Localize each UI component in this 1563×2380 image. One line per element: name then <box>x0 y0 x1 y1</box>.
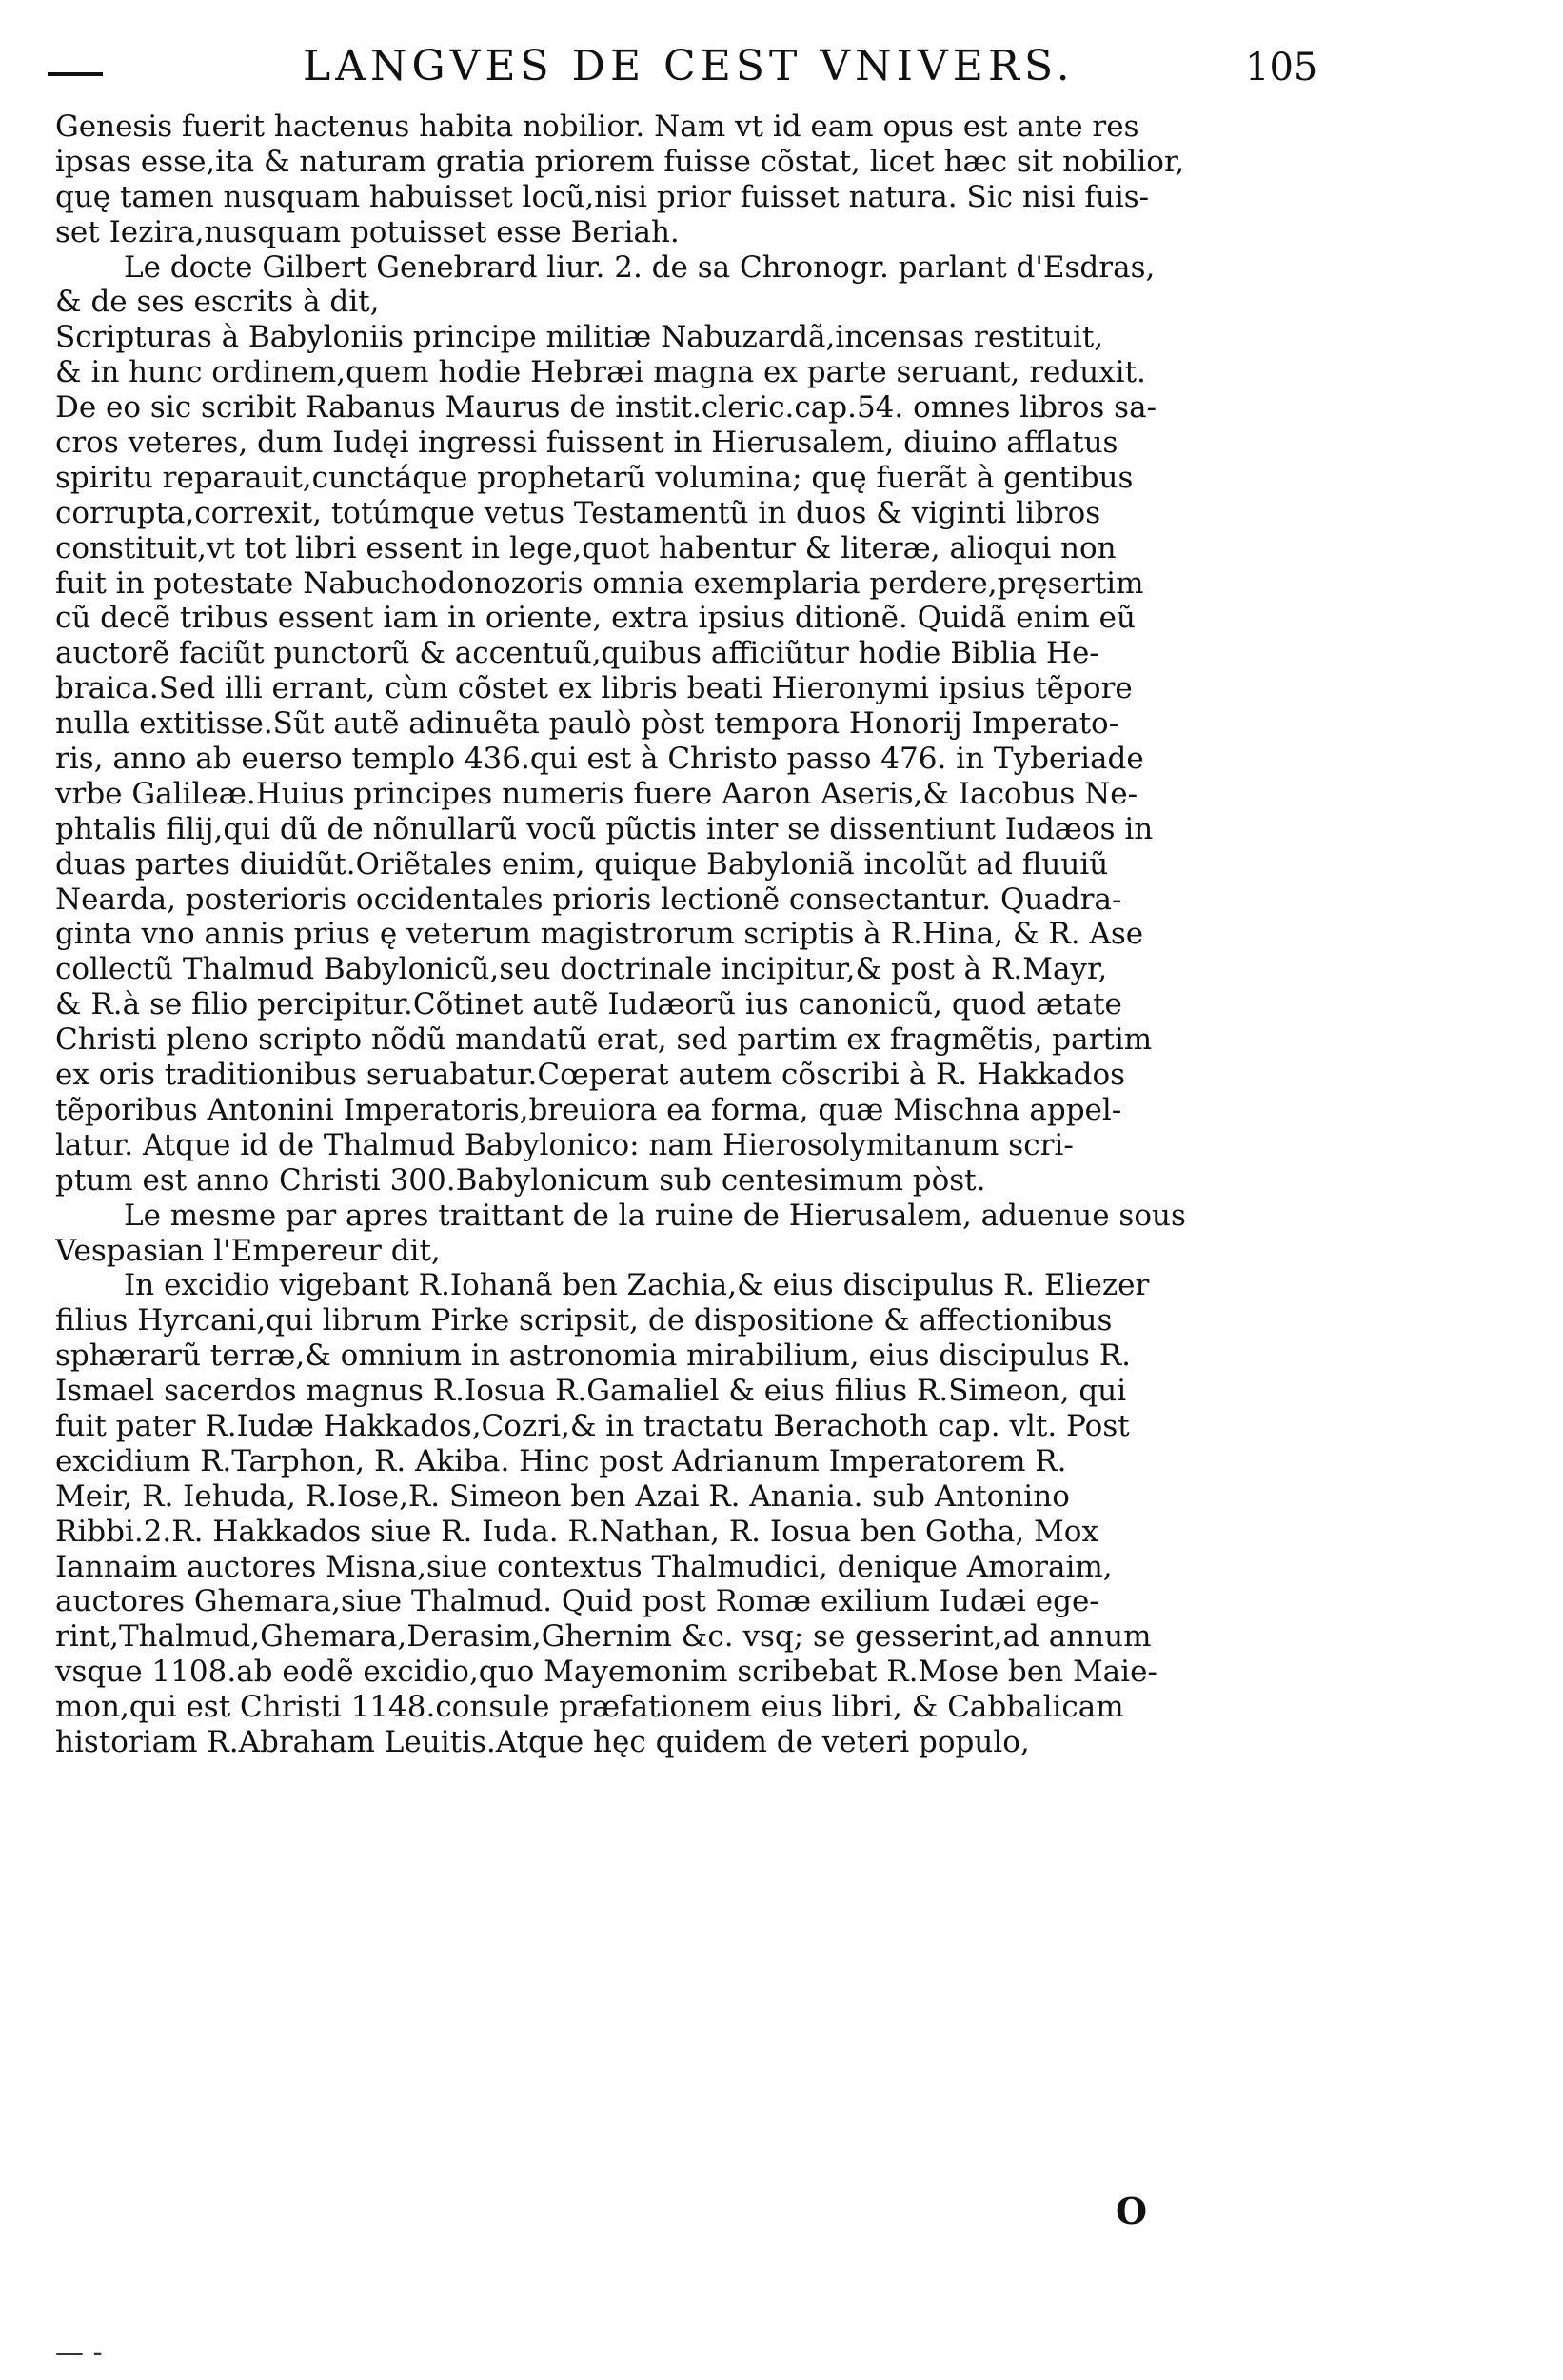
text-line: sphærarũ terræ,& omnium in astronomia mirabilium, eius discipulus R. <box>55 1339 1132 1374</box>
text-line: rint,Thalmud,Ghemara,Derasim,Ghernim &c. vsq; se gesserint,ad annum <box>55 1619 1152 1655</box>
text-line: filius Hyrcani,qui librum Pirke scripsit, de dispositione & affectionibus <box>55 1303 1113 1339</box>
text-line: duas partes diuidũt.Oriẽtales enim, quique Babyloniã incolũt ad fluuiũ <box>55 846 1109 882</box>
text-line: fuit pater R.Iudæ Hakkados,Cozri,& in tractatu Berachoth cap. vlt. Post <box>55 1408 1130 1443</box>
text-line: vsque 1108.ab eodẽ excidio,quo Mayemonim scribebat R.Mose ben Maie- <box>55 1655 1157 1690</box>
header-rule <box>48 72 103 76</box>
text-line: spiritu reparauit,cunctáque prophetarũ volumina; quę fuerãt à gentibus <box>55 460 1134 495</box>
text-line: auctorẽ faciũt punctorũ & accentuũ,quibus afficiũtur hodie Biblia He- <box>55 636 1099 671</box>
text-line: fuit in potestate Nabuchodonozoris omnia exemplaria perdere,pręsertim <box>55 565 1144 601</box>
text-line: phtalis filij,qui dũ de nõnullarũ vocũ pũctis inter se dissentiunt Iudæos in <box>55 811 1154 846</box>
bottom-mark: — ‑ <box>55 2336 103 2370</box>
text-line: Vespasian l'Empereur dit, <box>55 1233 441 1268</box>
text-line: auctores Ghemara,siue Thalmud. Quid post Romæ exilium Iudæi ege- <box>55 1584 1099 1619</box>
text-line: tẽporibus Antonini Imperatoris,breuiora ea forma, quæ Mischna appel- <box>55 1092 1122 1127</box>
text-line: set Iezira,nusquam potuisset esse Beriah. <box>55 214 680 249</box>
text-line: cũ decẽ tribus essent iam in oriente, extra ipsius ditionẽ. Quidã enim eũ <box>55 601 1136 636</box>
text-line: vrbe Galileæ.Huius principes numeris fuere Aaron Aseris,& Iacobus Ne- <box>55 776 1138 811</box>
text-line: Nearda, posterioris occidentales prioris lectionẽ consectantur. Quadra- <box>55 882 1122 917</box>
page-number: 105 <box>1245 46 1318 89</box>
text-line: latur. Atque id de Thalmud Babylonico: nam Hierosolymitanum scri- <box>55 1127 1074 1162</box>
text-line: ptum est anno Christi 300.Babylonicum sub centesimum pòst. <box>55 1162 986 1198</box>
catchword: O <box>1116 2190 1148 2232</box>
text-line: cros veteres, dum Iudęi ingressi fuissent in Hierusalem, diuino afflatus <box>55 426 1118 461</box>
text-line: Iannaim auctores Misna,siue contextus Thalmudici, denique Amoraim, <box>55 1549 1113 1584</box>
text-line: & R.à se filio percipitur.Cõtinet autẽ Iudæorũ ius canonicũ, quod ætate <box>55 987 1122 1022</box>
text-line: collectũ Thalmud Babylonicũ,seu doctrinale incipitur,& post à R.Mayr, <box>55 952 1108 987</box>
text-line: Meir, R. Iehuda, R.Iose,R. Simeon ben Azai R. Anania. sub Antonino <box>55 1478 1070 1514</box>
body-text <box>55 109 1293 1760</box>
text-line: Scripturas à Babyloniis principe militiæ Nabuzardã,incensas restituit, <box>55 320 1104 355</box>
text-line: Christi pleno scripto nõdũ mandatũ erat, sed partim ex fragmẽtis, partim <box>55 1022 1153 1058</box>
text-line: ipsas esse,ita & naturam gratia priorem fuisse cõstat, licet hæc sit nobilior, <box>55 144 1185 179</box>
text-line: ris, anno ab euerso templo 436.qui est à Christo passo 476. in Tyberiade <box>55 742 1144 777</box>
text-line: quę tamen nusquam habuisset locũ,nisi prior fuisset natura. Sic nisi fuis- <box>55 179 1150 214</box>
text-line: Genesis fuerit hactenus habita nobilior. Nam vt id eam opus est ante res <box>55 109 1139 144</box>
text-line: ginta vno annis prius ę veterum magistrorum scriptis à R.Hina, & R. Ase <box>55 917 1144 952</box>
text-line: Ismael sacerdos magnus R.Iosua R.Gamaliel & eius filius R.Simeon, qui <box>55 1374 1127 1409</box>
text-line: Le docte Gilbert Genebrard liur. 2. de sa Chronogr. parlant d'Esdras, <box>124 249 1156 285</box>
text-line: constituit,vt tot libri essent in lege,quot habentur & literæ, alioqui non <box>55 530 1117 565</box>
text-line: braica.Sed illi errant, cùm cõstet ex libris beati Hieronymi ipsius tẽpore <box>55 671 1133 706</box>
text-line: nulla extitisse.Sũt autẽ adinuẽta paulò pòst tempora Honorij Imperato- <box>55 706 1119 742</box>
text-line: & in hunc ordinem,quem hodie Hebræi magna ex parte seruant, reduxit. <box>55 355 1146 390</box>
text-line: Ribbi.2.R. Hakkados siue R. Iuda. R.Nathan, R. Iosua ben Gotha, Mox <box>55 1514 1098 1549</box>
text-line: & de ses escrits à dit, <box>55 285 380 320</box>
text-line: Le mesme par apres traittant de la ruine de Hierusalem, aduenue sous <box>124 1198 1186 1233</box>
text-line: In excidio vigebant R.Iohanã ben Zachia,& eius discipulus R. Eliezer <box>124 1268 1150 1303</box>
text-line: excidium R.Tarphon, R. Akiba. Hinc post Adrianum Imperatorem R. <box>55 1443 1067 1478</box>
text-line: ex oris traditionibus seruabatur.Cœperat autem cõscribi à R. Hakkados <box>55 1058 1126 1093</box>
running-head: LANGVES DE CEST VNIVERS. <box>303 42 1075 90</box>
text-line: historiam R.Abraham Leuitis.Atque hęc quidem de veteri populo, <box>55 1724 1030 1759</box>
text-line: De eo sic scribit Rabanus Maurus de instit.cleric.cap.54. omnes libros sa- <box>55 390 1157 426</box>
text-line: corrupta,correxit, totúmque vetus Testamentũ in duos & viginti libros <box>55 495 1101 530</box>
text-line: mon,qui est Christi 1148.consule præfationem eius libri, & Cabbalicam <box>55 1690 1124 1725</box>
